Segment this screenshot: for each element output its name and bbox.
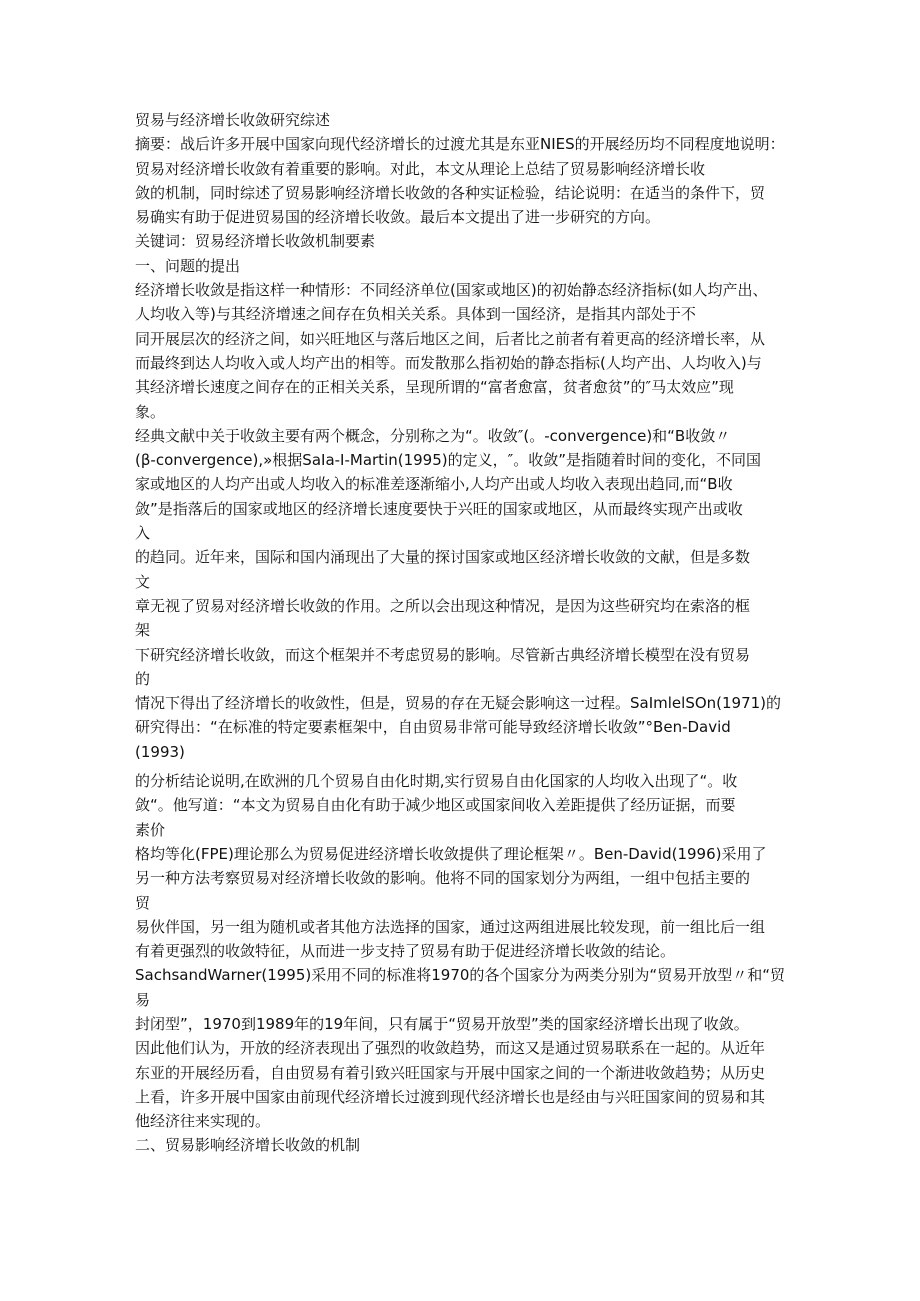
text-line: SachsandWarner(1995)采用不同的标准将1970的各个国家分为两类分别为“贸易开放型〃和“贸 [135,966,785,985]
text-line: 人均收入等)与其经济增速之间存在负相关关系。具体到一国经济，是指其内部处于不 [135,305,696,324]
text-line: 因此他们认为，开放的经济表现出了强烈的收敛趋势，而这又是通过贸易联系在一起的。从近年 [135,1039,766,1058]
text-line: 经典文献中关于收敛主要有两个概念，分别称之为“。收敛″(。-convergence)和“B收敛〃 [135,426,731,445]
text-line: 摘要：战后许多开展中国家向现代经济增长的过渡尤其是东亚NIES的开展经历均不同程度地说明： [135,135,785,154]
text-line: 有着更强烈的收敛特征，从而进一步支持了贸易有助于促进经济增长收敛的结论。 [135,942,676,961]
text-line: 格均等化(FPE)理论那么为贸易促进经济增长收敛提供了理论框架〃。Ben-David(1996)采用了 [135,844,767,863]
document-title: 贸易与经济增长收敛研究综述 [135,111,331,129]
text-line: 研究得出：“在标准的特定要素框架中，自由贸易非常可能导致经济增长收敛”°Ben-David [135,718,731,737]
text-line: 他经济往来实现的。 [135,1112,271,1131]
text-line: 敛的机制，同时综述了贸易影响经济增长收敛的各种实证检验，结论说明：在适当的条件下，贸 [135,183,766,202]
text-line: 易确实有助于促进贸易国的经济增长收敛。最后本文提出了进一步研究的方向。 [135,208,661,227]
text-line: 的趋同。近年来，国际和国内涌现出了大量的探讨国家或地区经济增长收敛的文献，但是多数 [135,548,751,567]
text-line: 同开展层次的经济之间，如兴旺地区与落后地区之间，后者比之前者有着更高的经济增长率，从 [135,329,766,348]
text-line: 敛”是指落后的国家或地区的经济增长速度要快于兴旺的国家或地区，从而最终实现产出或收 [135,499,743,518]
document-body [135,108,785,1158]
text-line: 入 [135,524,151,543]
text-line: 另一种方法考察贸易对经济增长收敛的影响。他将不同的国家划分为两组，一组中包括主要的 [135,869,751,888]
text-line: 的 [135,669,151,688]
text-line: 东亚的开展经历看，自由贸易有着引致兴旺国家与开展中国家之间的一个渐进收敛趋势；从历史 [135,1063,766,1082]
text-line: 下研究经济增长收敛，而这个框架并不考虑贸易的影响。尽管新古典经济增长模型在没有贸易 [135,645,751,664]
text-line: (β-convergence),»根据SaIa-I-Martin(1995)的定义，″。收敛”是指随着时间的变化，不同国 [135,451,761,470]
text-line: 章无视了贸易对经济增长收敛的作用。之所以会出现这种情况，是因为这些研究均在索洛的框 [135,596,751,615]
text-line: 贸易对经济增长收敛有着重要的影响。对此，本文从理论上总结了贸易影响经济增长收 [135,159,706,178]
text-line: 的分析结论说明,在欧洲的几个贸易自由化时期,实行贸易自由化国家的人均收入出现了“。收 [135,772,738,791]
text-line: 经济增长收敛是指这样一种情形：不同经济单位(国家或地区)的初始静态经济指标(如人均产出、 [135,281,768,300]
text-line: 家或地区的人均产出或人均收入的标准差逐渐缩小,人均产出或人均收入表现出趋同,而“B收 [135,475,733,494]
text-line: 一、问题的提出 [135,256,241,275]
text-line: 象。 [135,402,166,421]
text-line: 文 [135,572,151,591]
text-line: 贸 [135,893,151,912]
text-line: 架 [135,621,151,640]
text-line: (1993) [135,742,185,761]
text-line: 上看，许多开展中国家由前现代经济增长过渡到现代经济增长也是经由与兴旺国家间的贸易和其 [135,1087,766,1106]
text-line: 而最终到达人均收入或人均产出的相等。而发散那么指初始的静态指标(人均产出、人均收入)与 [135,353,762,372]
text-line: 封闭型”，1970到1989年的19年间，只有属于“贸易开放型”类的国家经济增长出现了收敛。 [135,1014,749,1033]
text-line: 素价 [135,820,166,839]
text-line: 易伙伴国，另一组为随机或者其他方法选择的国家，通过这两组进展比较发现，前一组比后一组 [135,917,766,936]
text-line: 关键词：贸易经济增长收敛机制要素 [135,232,376,251]
text-line: 情况下得出了经济增长的收敛性，但是，贸易的存在无疑会影响这一过程。SaImlelSOn(1971)的 [135,694,782,713]
text-line: 易 [135,990,151,1009]
text-line: 敛“。他写道：“本文为贸易自由化有助于减少地区或国家间收入差距提供了经历证据，而要 [135,796,736,815]
text-line: 其经济增长速度之间存在的正相关关系，呈现所谓的“富者愈富，贫者愈贫”的″马太效应”现 [135,378,734,397]
text-line: 二、贸易影响经济增长收敛的机制 [135,1136,361,1155]
